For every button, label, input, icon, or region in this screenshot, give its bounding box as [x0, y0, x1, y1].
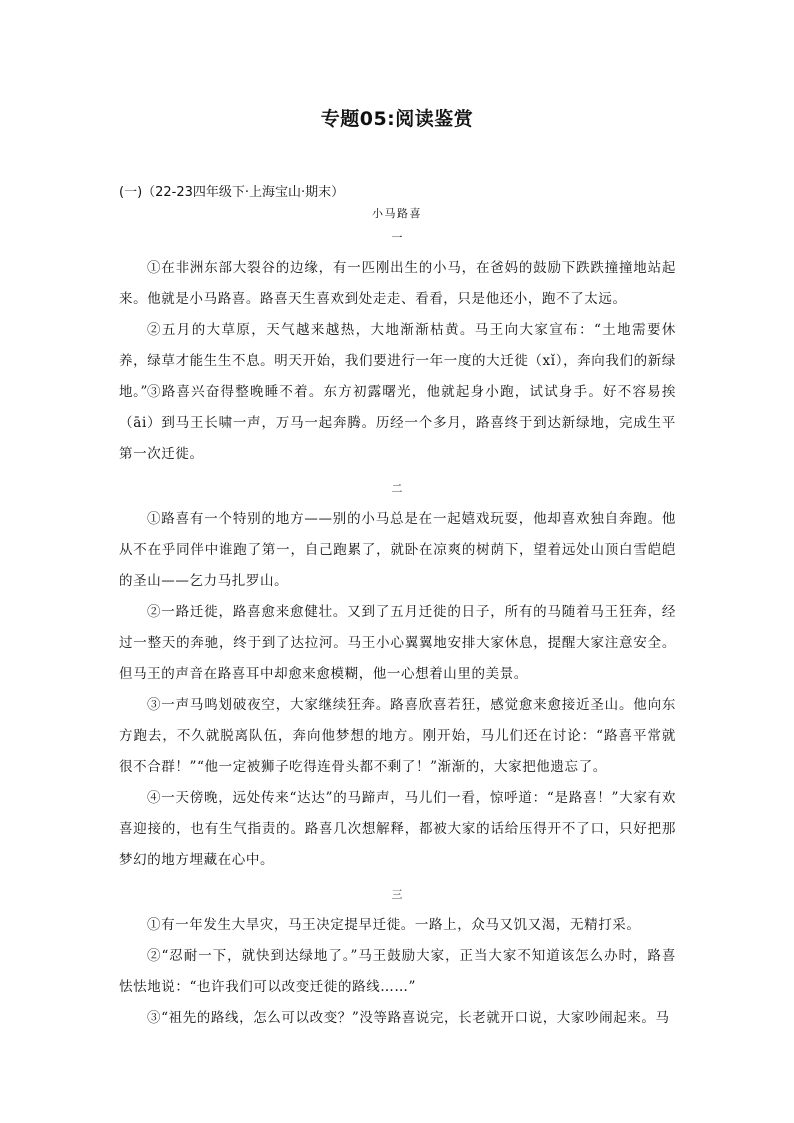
- paragraph-3-3: ③“祖先的路线，怎么可以改变？”没等路喜说完，长老就开口说，大家吵闹起来。马: [147, 1010, 670, 1026]
- paragraph-2-2: ②一路迁徙，路喜愈来愈健壮。又到了五月迁徙的日子，所有的马随着马王狂奔，经过一整天的奔驰，终于到了达拉河。马王小心翼翼地安排大家休息，提醒大家注意安全。但马王的声音在路喜耳中却愈来愈模糊，他一心想着山里的美景。: [119, 604, 676, 682]
- part-label-1: 一: [391, 231, 403, 244]
- paragraph-3-1: ①有一年发生大旱灾，马王决定提早迁徙。一路上，众马又饥又渴，无精打采。: [147, 917, 641, 933]
- part-label-2: 二: [391, 482, 403, 495]
- paragraph-1-2: ②五月的大草原，天气越来越热，大地渐渐枯黄。马王向大家宣布：“土地需要休养，绿草才能生生不息。明天开始，我们要进行一年一度的大迁徙（xǐ），奔向我们的新绿地。”: [119, 322, 676, 400]
- page-title: 专题05:阅读鉴赏: [320, 108, 474, 130]
- paragraph-1-3: ③路喜兴奋得整晚睡不着。东方初露曙光，他就起身小跑，试试身手。好不容易挨（āi）到马王长啸一声，万马一起奔腾。历经一个多月，路喜终于到达新绿地，完成生平第一次迁徙。: [119, 384, 676, 462]
- paragraph-2-4: ④一天傍晚，远处传来“达达”的马蹄声，马儿们一看，惊呼道：“是路喜！”大家有欢喜迎接的，也有生气指责的。路喜几次想解释，都被大家的话给压得开不了口，只好把那梦幻的地方埋藏在心中。: [119, 790, 676, 868]
- story-title: 小马路喜: [372, 207, 422, 220]
- section-heading: (一)（22-23四年级下·上海宝山·期末）: [119, 185, 345, 200]
- paragraph-3-2: ②“忍耐一下，就快到达绿地了。”马王鼓励大家，正当大家不知道该怎么办时，路喜怯怯地说：“也许我们可以改变迁徙的路线……”: [119, 948, 676, 995]
- paragraph-2-3: ③一声马鸣划破夜空，大家继续狂奔。路喜欣喜若狂，感觉愈来愈接近圣山。他向东方跑去，不久就脱离队伍，奔向他梦想的地方。刚开始，马儿们还在讨论：“路喜平常就很不合群！”“他一定被狮子吃得连骨头都不剩了！”渐渐的，大家把他遗忘了。: [119, 697, 676, 775]
- paragraph-2-1: ①路喜有一个特别的地方——别的小马总是在一起嬉戏玩耍，他却喜欢独自奔跑。他从不在乎同伴中谁跑了第一，自己跑累了，就卧在凉爽的树荫下，望着远处山顶白雪皑皑的圣山——乞力马扎罗山。: [119, 511, 676, 589]
- part-label-3: 三: [391, 888, 403, 901]
- paragraph-1-1: ①在非洲东部大裂谷的边缘，有一匹刚出生的小马，在爸妈的鼓励下跌跌撞撞地站起来。他就是小马路喜。路喜天生喜欢到处走走、看看，只是他还小，跑不了太远。: [119, 260, 676, 307]
